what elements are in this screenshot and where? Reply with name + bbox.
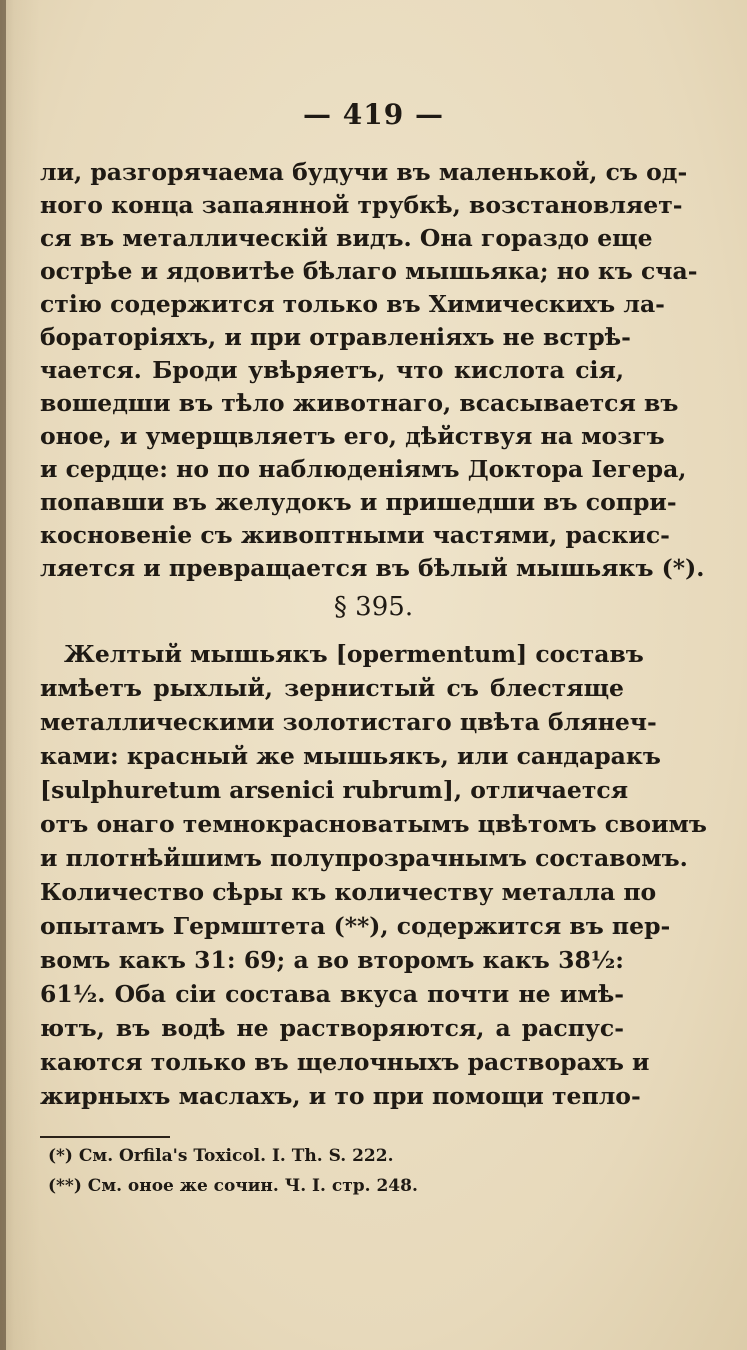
text-line: ляется и превращается въ бѣлый мышьякъ (*).	[40, 554, 705, 582]
text-line: [sulphuretum arsenici rubrum], отличается	[40, 776, 629, 804]
page-number: — 419 —	[303, 98, 444, 131]
text-line: имѣетъ рыхлый, зернистый съ блестяще	[40, 674, 624, 702]
text-line: оное, и умерщвляетъ его, дѣйствуя на мозгъ	[40, 422, 665, 450]
text-line: 61½. Оба сіи состава вкуса почти не имѣ-	[40, 980, 624, 1008]
text-line: острѣе и ядовитѣе бѣлаго мышьяка; но къ сча-	[40, 257, 698, 285]
spine-shadow	[0, 0, 6, 1350]
text-line: ся въ металлическій видъ. Она гораздо еще	[40, 224, 653, 252]
text-line: попавши въ желудокъ и пришедши въ сопри-	[40, 488, 677, 516]
footnote-2: (**) См. оное же сочин. Ч. I. стр. 248.	[48, 1176, 418, 1196]
text-line: вомъ какъ 31: 69; а во второмъ какъ 38½:	[40, 946, 624, 974]
text-line: стію содержится только въ Химическихъ ла-	[40, 290, 665, 318]
text-line: ного конца запаянной трубкѣ, возстановляет-	[40, 191, 683, 219]
text-line: и плотнѣйшимъ полупрозрачнымъ составомъ.	[40, 844, 688, 872]
text-line: Желтый мышьякъ [opermentum] составъ	[64, 640, 644, 668]
text-line: ли, разгорячаема будучи въ маленькой, съ од-	[40, 158, 688, 186]
text-line: жирныхъ маслахъ, и то при помощи тепло-	[40, 1082, 641, 1110]
text-line: опытамъ Гермштета (**), содержится въ пер-	[40, 912, 671, 940]
section-heading: § 395.	[333, 592, 414, 622]
text-line: бораторіяхъ, и при отравленіяхъ не встрѣ-	[40, 323, 631, 351]
text-line: косновеніе съ живоптными частями, раскис-	[40, 521, 670, 549]
text-line: отъ онаго темнокрасноватымъ цвѣтомъ своимъ	[40, 810, 707, 838]
text-line: Количество сѣры къ количеству металла по	[40, 878, 657, 906]
text-line: и сердце: но по наблюденіямъ Доктора Іегера,	[40, 455, 687, 483]
text-line: каются только въ щелочныхъ растворахъ и	[40, 1048, 650, 1076]
footnote-divider	[40, 1136, 170, 1138]
text-line: ками: красный же мышьякъ, или сандаракъ	[40, 742, 661, 770]
text-line: вошедши въ тѣло животнаго, всасывается въ	[40, 389, 679, 417]
text-line: металлическими золотистаго цвѣта блянеч-	[40, 708, 657, 736]
text-line: чается. Броди увѣряетъ, что кислота сія,	[40, 356, 624, 384]
footnote-1: (*) См. Orfila's Toxicol. I. Th. S. 222.	[48, 1146, 394, 1166]
text-line: ютъ, въ водѣ не растворяются, а распус-	[40, 1014, 624, 1042]
